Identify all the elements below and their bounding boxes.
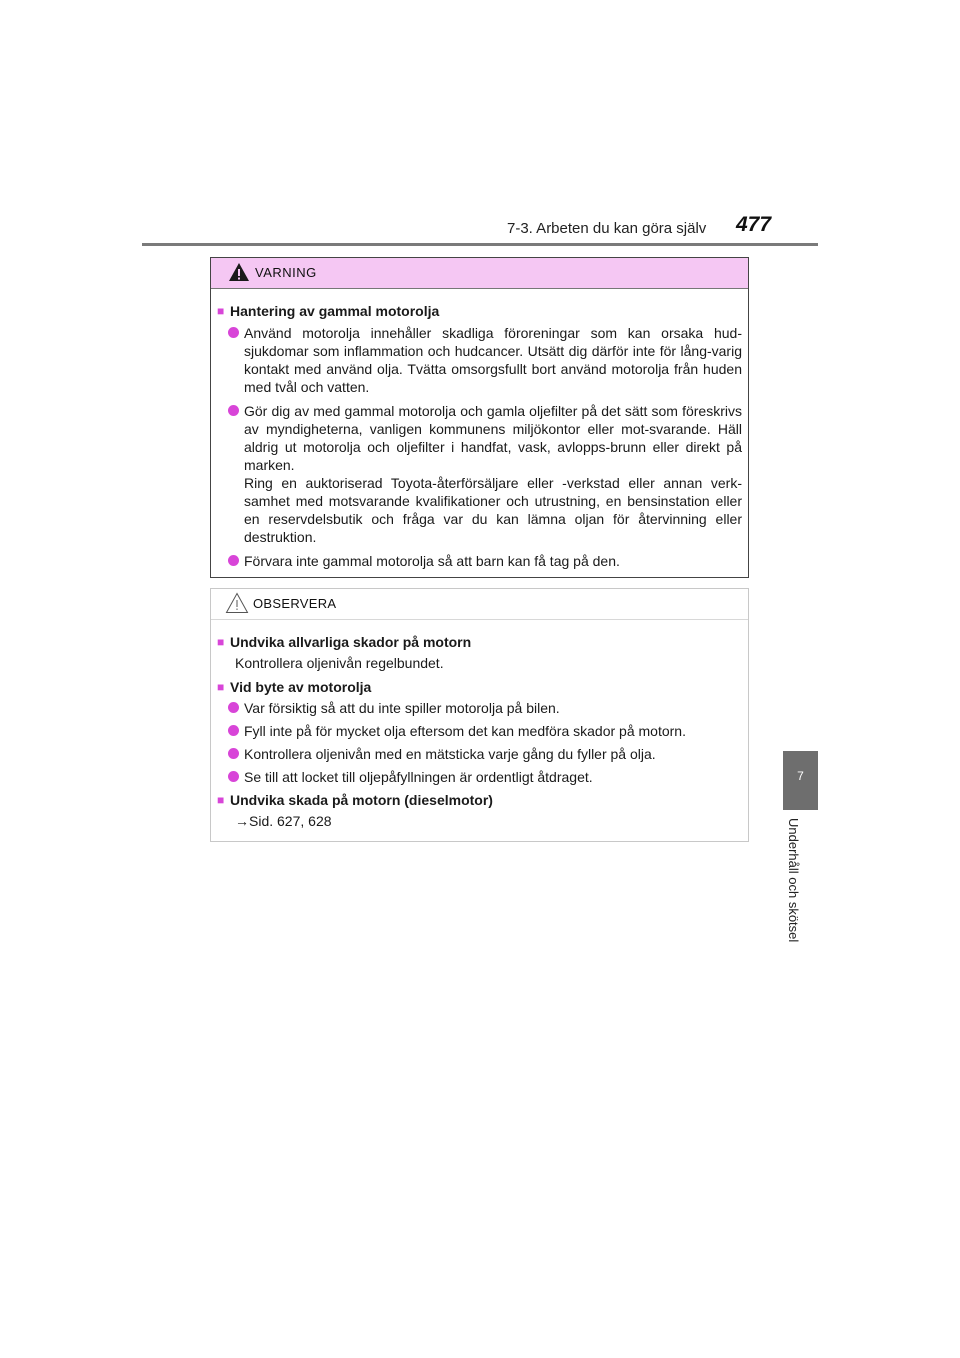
page-reference-link[interactable]: →Sid. 627, 628	[235, 813, 332, 829]
list-item	[228, 699, 742, 717]
notice-header	[211, 589, 748, 620]
header-rule	[142, 243, 818, 246]
notice-heading-text: Undvika skada på motorn (dieselmotor)	[230, 792, 493, 808]
notice-label: OBSERVERA	[253, 596, 337, 611]
chapter-tab[interactable]	[783, 751, 818, 810]
circle-bullet-icon	[228, 327, 239, 338]
warning-box	[210, 257, 749, 578]
notice-heading	[217, 791, 742, 809]
chapter-number: 7	[797, 769, 804, 783]
square-bullet-icon: ■	[217, 304, 225, 318]
notice-heading	[217, 633, 742, 651]
circle-bullet-icon	[228, 771, 239, 782]
circle-bullet-icon	[228, 725, 239, 736]
chapter-label: Underhåll och skötsel	[786, 818, 801, 943]
list-item-text-continued: Ring en auktoriserad Toyota-återförsäljare eller -verkstad eller annan verk-samhet med motsvarande kvalifikationer och utrustning, en bensinstation eller en reservdelsbutik och fråga var du kan lämna oljan för återvinning eller destruktion.	[244, 475, 742, 545]
list-item-text: Förvara inte gammal motorolja så att barn kan få tag på den.	[244, 553, 620, 569]
list-item	[228, 768, 742, 786]
notice-body	[211, 620, 748, 830]
list-item	[228, 745, 742, 763]
page-number: 477	[736, 213, 772, 236]
list-item-text: Använd motorolja innehåller skadliga föroreningar som kan orsaka hud-sjukdomar som inflammation och hudcancer. Utsätt dig därför inte för lång-varig kontakt med använd olja. Tvätta omsorgsfullt bort använd motorolja från huden med tvål och vatten.	[244, 325, 742, 395]
warning-label: VARNING	[255, 265, 317, 280]
chapter-label-container	[786, 818, 808, 958]
notice-heading-text: Vid byte av motorolja	[230, 679, 372, 695]
list-item-text: Var försiktig så att du inte spiller motorolja på bilen.	[244, 700, 560, 716]
list-item-text: Se till att locket till oljepåfyllningen är ordentligt åtdraget.	[244, 769, 593, 785]
list-item	[228, 722, 742, 740]
circle-bullet-icon	[228, 748, 239, 759]
notice-heading	[217, 678, 742, 696]
warning-heading	[217, 302, 742, 320]
square-bullet-icon: ■	[217, 635, 225, 649]
circle-bullet-icon	[228, 702, 239, 713]
circle-bullet-icon	[228, 555, 239, 566]
warning-body	[211, 289, 748, 570]
list-item-text: Gör dig av med gammal motorolja och gamla oljefilter på det sätt som föreskrivs av myndigheterna, vanligen kommunens miljökontor eller mot-svarande. Häll aldrig ut motorolja och oljefilter i handfat, vask, avlopps-brunn eller direkt på marken.	[244, 403, 742, 473]
square-bullet-icon: ■	[217, 793, 225, 807]
warning-triangle-icon	[228, 262, 250, 282]
square-bullet-icon: ■	[217, 680, 225, 694]
warning-header	[211, 258, 748, 289]
list-item	[228, 402, 742, 546]
warning-heading-text: Hantering av gammal motorolja	[230, 303, 440, 319]
list-item-text: Kontrollera oljenivån med en mätsticka varje gång du fyller på olja.	[244, 746, 656, 762]
list-item	[228, 552, 742, 570]
list-item-text: Fyll inte på för mycket olja eftersom det kan medföra skador på motorn.	[244, 723, 686, 739]
notice-text: Kontrollera oljenivån regelbundet.	[235, 655, 444, 671]
notice-box	[210, 588, 749, 842]
caution-triangle-icon	[225, 592, 249, 614]
circle-bullet-icon	[228, 405, 239, 416]
notice-heading-text: Undvika allvarliga skador på motorn	[230, 634, 472, 650]
section-title: 7-3. Arbeten du kan göra själv	[507, 220, 707, 237]
list-item	[228, 324, 742, 396]
